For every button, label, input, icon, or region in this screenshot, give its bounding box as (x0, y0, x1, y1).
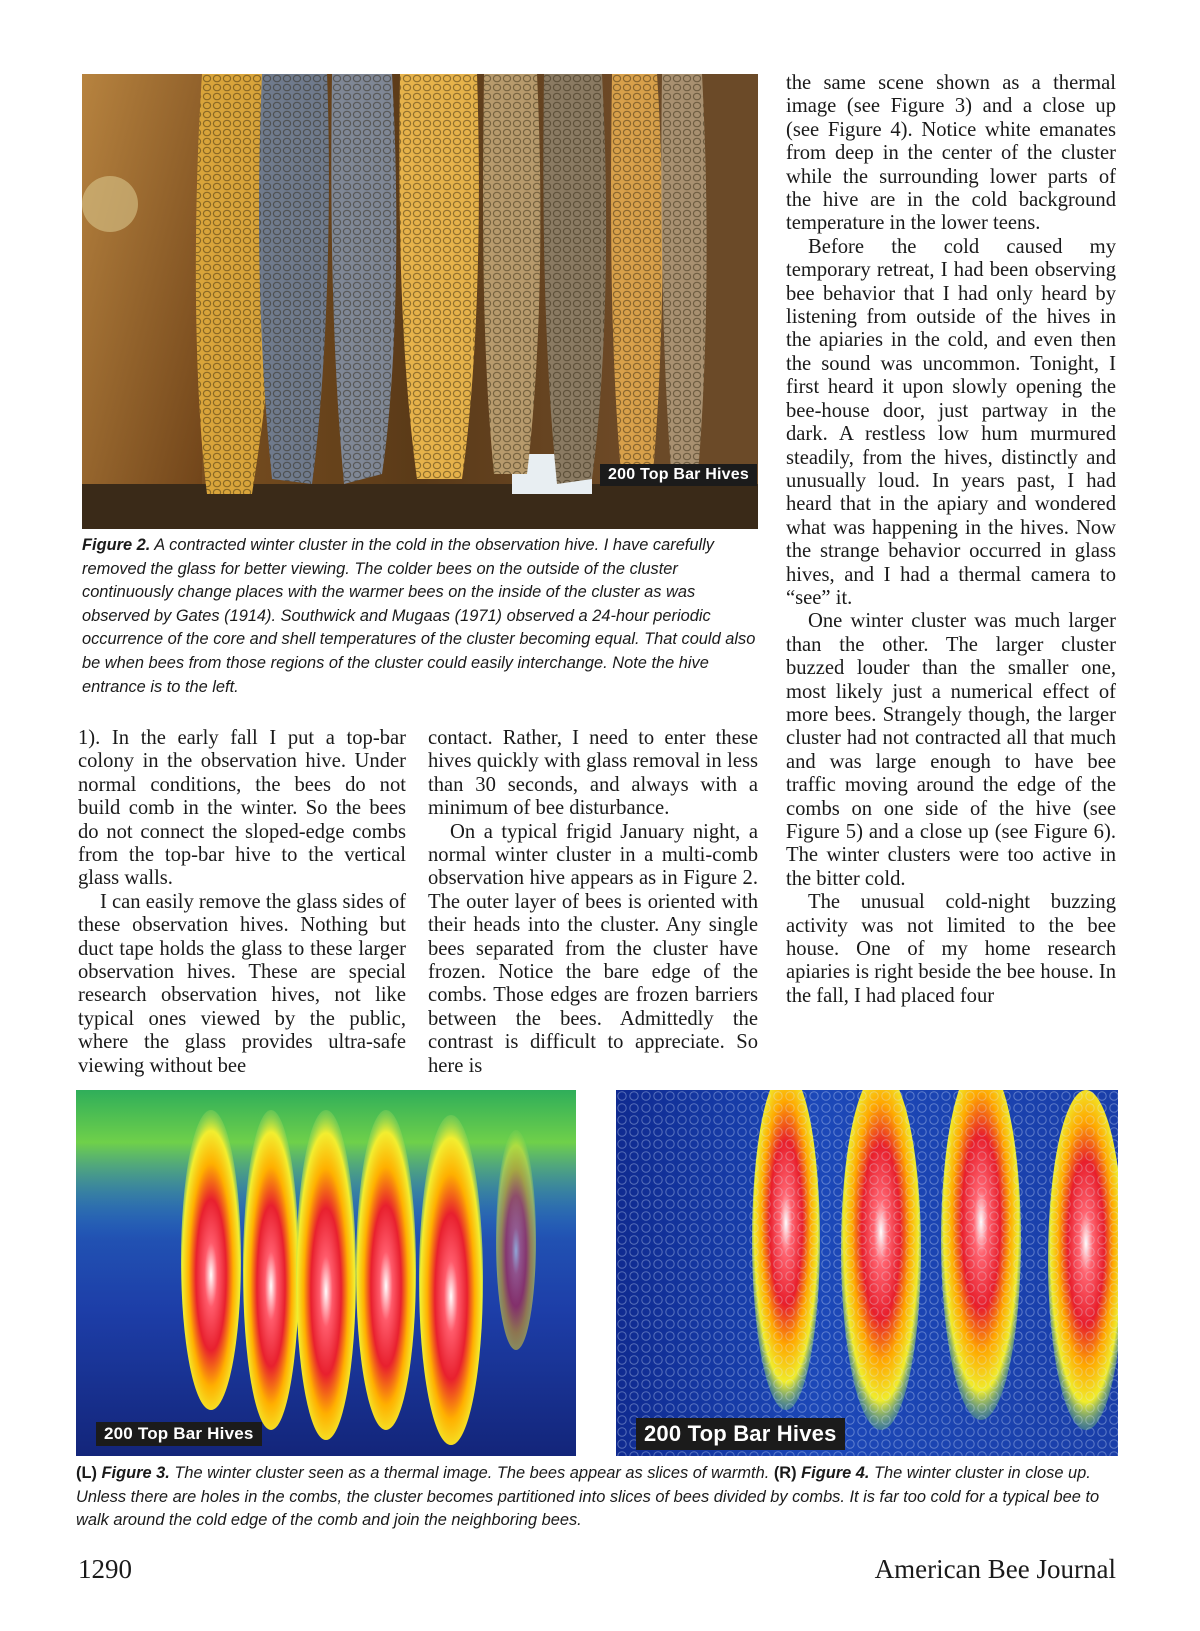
figure-4-watermark: 200 Top Bar Hives (636, 1418, 845, 1450)
right-tag: (R) (773, 1464, 797, 1482)
figure-2-caption-text: A contracted winter cluster in the cold in the observation hive. I have carefully removed the glass for better viewing. The colder bees on the outside of the cluster continuously change places with the warmer bees on the inside of the cluster as was observed by Gates (1914). Southwick and Mugaas (1971) observed a 24-hour periodic occurrence of the core and shell temperatures of the cluster becoming equal. That could also be when bees from those regions of the cluster could easily interchange. Note the hive entrance is to the left. (82, 536, 756, 696)
figure-3-watermark: 200 Top Bar Hives (96, 1422, 262, 1446)
paragraph: One winter cluster was much larger than the other. The larger cluster buzzed louder than the smaller one, most likely just a numerical effect of more bees. Strangely though, the larger cluster had not contracted all that much and was large enough to have bee traffic moving around the edge of the combs on one side of the hive (see Figure 5) and a close up (see Figure 6). The winter clusters were too active in the bitter cold. (786, 610, 1116, 890)
figure-4-caption-text: The winter cluster in close up. Unless there are holes in the combs, the cluster becomes partitioned into slices of bees divided by combs. It is far too cold for a typical bee to walk around the cold edge of the comb and join the neighboring bees. (76, 1464, 1100, 1530)
figure-2-watermark: 200 Top Bar Hives (600, 464, 757, 486)
figure-4-thermal-closeup (616, 1090, 1118, 1456)
text-column-middle (428, 727, 758, 1078)
paragraph: The unusual cold-night buzzing activity was not limited to the bee house. One of my home research apiaries is right beside the bee house. In the fall, I had placed four (786, 891, 1116, 1007)
figure-2-photo (82, 74, 758, 529)
figure-3-4-caption (76, 1462, 1120, 1533)
paragraph: I can easily remove the glass sides of these observation hives. Nothing but duct tape holds the glass to these larger observation hives. These are special research observation hives, not like typical ones viewed by the public, where the glass provides ultra-safe viewing without bee (78, 890, 406, 1077)
page-number: 1290 (78, 1554, 132, 1584)
figure-4-label: Figure 4. (801, 1464, 870, 1482)
paragraph: On a typical frigid January night, a normal winter cluster in a multi-comb observation hive appears as in Figure 2. The outer layer of bees is oriented with their heads into the cluster. Any single bees separated from the cluster have frozen. Notice the bare edge of the combs. Those edges are frozen barriers between the bees. Admittedly the contrast is difficult to appreciate. So here is (428, 820, 758, 1077)
text-column-left (78, 727, 406, 1078)
journal-name: American Bee Journal (874, 1554, 1116, 1584)
thermal-illustration-right (616, 1090, 1118, 1456)
paragraph: 1). In the early fall I put a top-bar colony in the observation hive. Under normal conditions, the bees do not build comb in the winter. So the bees do not connect the sloped-edge combs from the top-bar hive to the vertical glass walls. (78, 727, 406, 890)
paragraph: the same scene shown as a thermal image (see Figure 3) and a close up (see Figure 4). Notice white emanates from deep in the center of the cluster while the surrounding lower parts of the hive are in the cold background temperature in the lower teens. (786, 72, 1116, 235)
thermal-illustration-left (76, 1090, 576, 1456)
comb-photo-illustration (82, 74, 758, 529)
figure-3-label: Figure 3. (101, 1464, 170, 1482)
figure-2-label: Figure 2. (82, 536, 151, 554)
figure-3-caption-text: The winter cluster seen as a thermal image. The bees appear as slices of warmth. (169, 1464, 774, 1482)
paragraph: Before the cold caused my temporary retreat, I had been observing bee behavior that I had only heard by listening from outside of the hives in the apiaries in the cold, and even then the sound was uncommon. Tonight, I first heard it upon slowly opening the bee-house door, just partway in the dark. A restless low hum murmured steadily, from the hives, distinctly and unusually loud. In years past, I had heard that in the apiary and wondered what was happening in the hives. Now the strange behavior occurred in glass hives, and I had a thermal camera to “see” it. (786, 235, 1116, 609)
left-tag: (L) (76, 1464, 97, 1482)
paragraph: contact. Rather, I need to enter these hives quickly with glass removal in less than 30 seconds, and always with a minimum of bee disturbance. (428, 727, 758, 820)
figure-3-thermal-image (76, 1090, 576, 1456)
text-column-right (786, 72, 1116, 1008)
figure-2-caption (82, 534, 760, 699)
